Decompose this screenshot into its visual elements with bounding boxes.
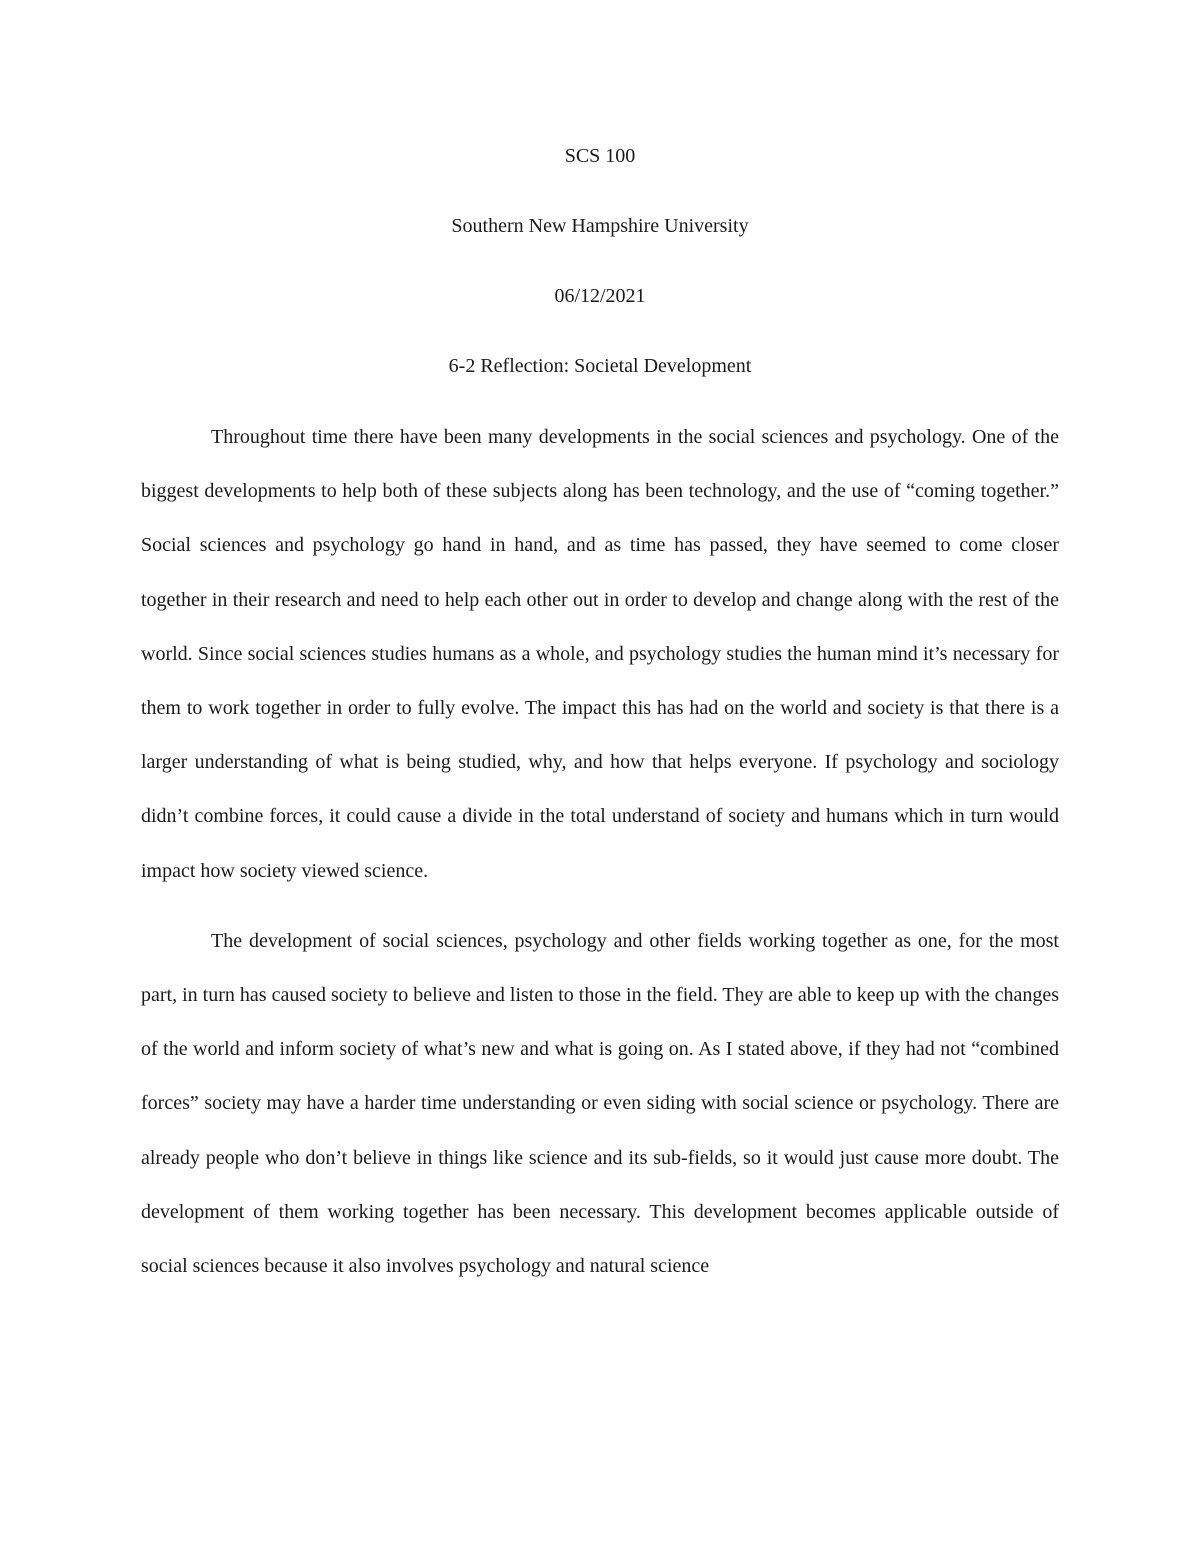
document-date: 06/12/2021 [554, 285, 646, 307]
body-paragraph-1: Throughout time there have been many developments in the social sciences and psychology. One of the biggest developments to help both of these subjects along has been technology, and the use of “coming together.” Social sciences and psychology go hand in hand, and as time has passed, they have seemed to come closer together in their research and need to help each other out in order to develop and change along with the rest of the world. Since social sciences studies humans as a whole, and psychology studies the human mind it’s necessary for them to work together in order to fully evolve. The impact this has had on the world and society is that there is a larger understanding of what is being studied, why, and how that helps everyone. If psychology and sociology didn’t combine forces, it could cause a divide in the total understand of society and humans which in turn would impact how society viewed science. [141, 426, 1059, 882]
document-title: 6-2 Reflection: Societal Development [448, 355, 752, 377]
university-name: Southern New Hampshire University [451, 215, 749, 237]
document-header [140, 128, 1060, 408]
course-code: SCS 100 [564, 145, 636, 167]
document-body [141, 410, 1059, 1293]
body-paragraph-2: The development of social sciences, psychology and other fields working together as one, for the most part, in turn has caused society to believe and listen to those in the field. They are able to keep up with the changes of the world and inform society of what’s new and what is going on. As I stated above, if they had not “combined forces” society may have a harder time understanding or even siding with social science or psychology. There are already people who don’t believe in things like science and its sub-fields, so it would just cause more doubt. The development of them working together has been necessary. This development becomes applicable outside of social sciences because it also involves psychology and natural science [141, 929, 1059, 1278]
